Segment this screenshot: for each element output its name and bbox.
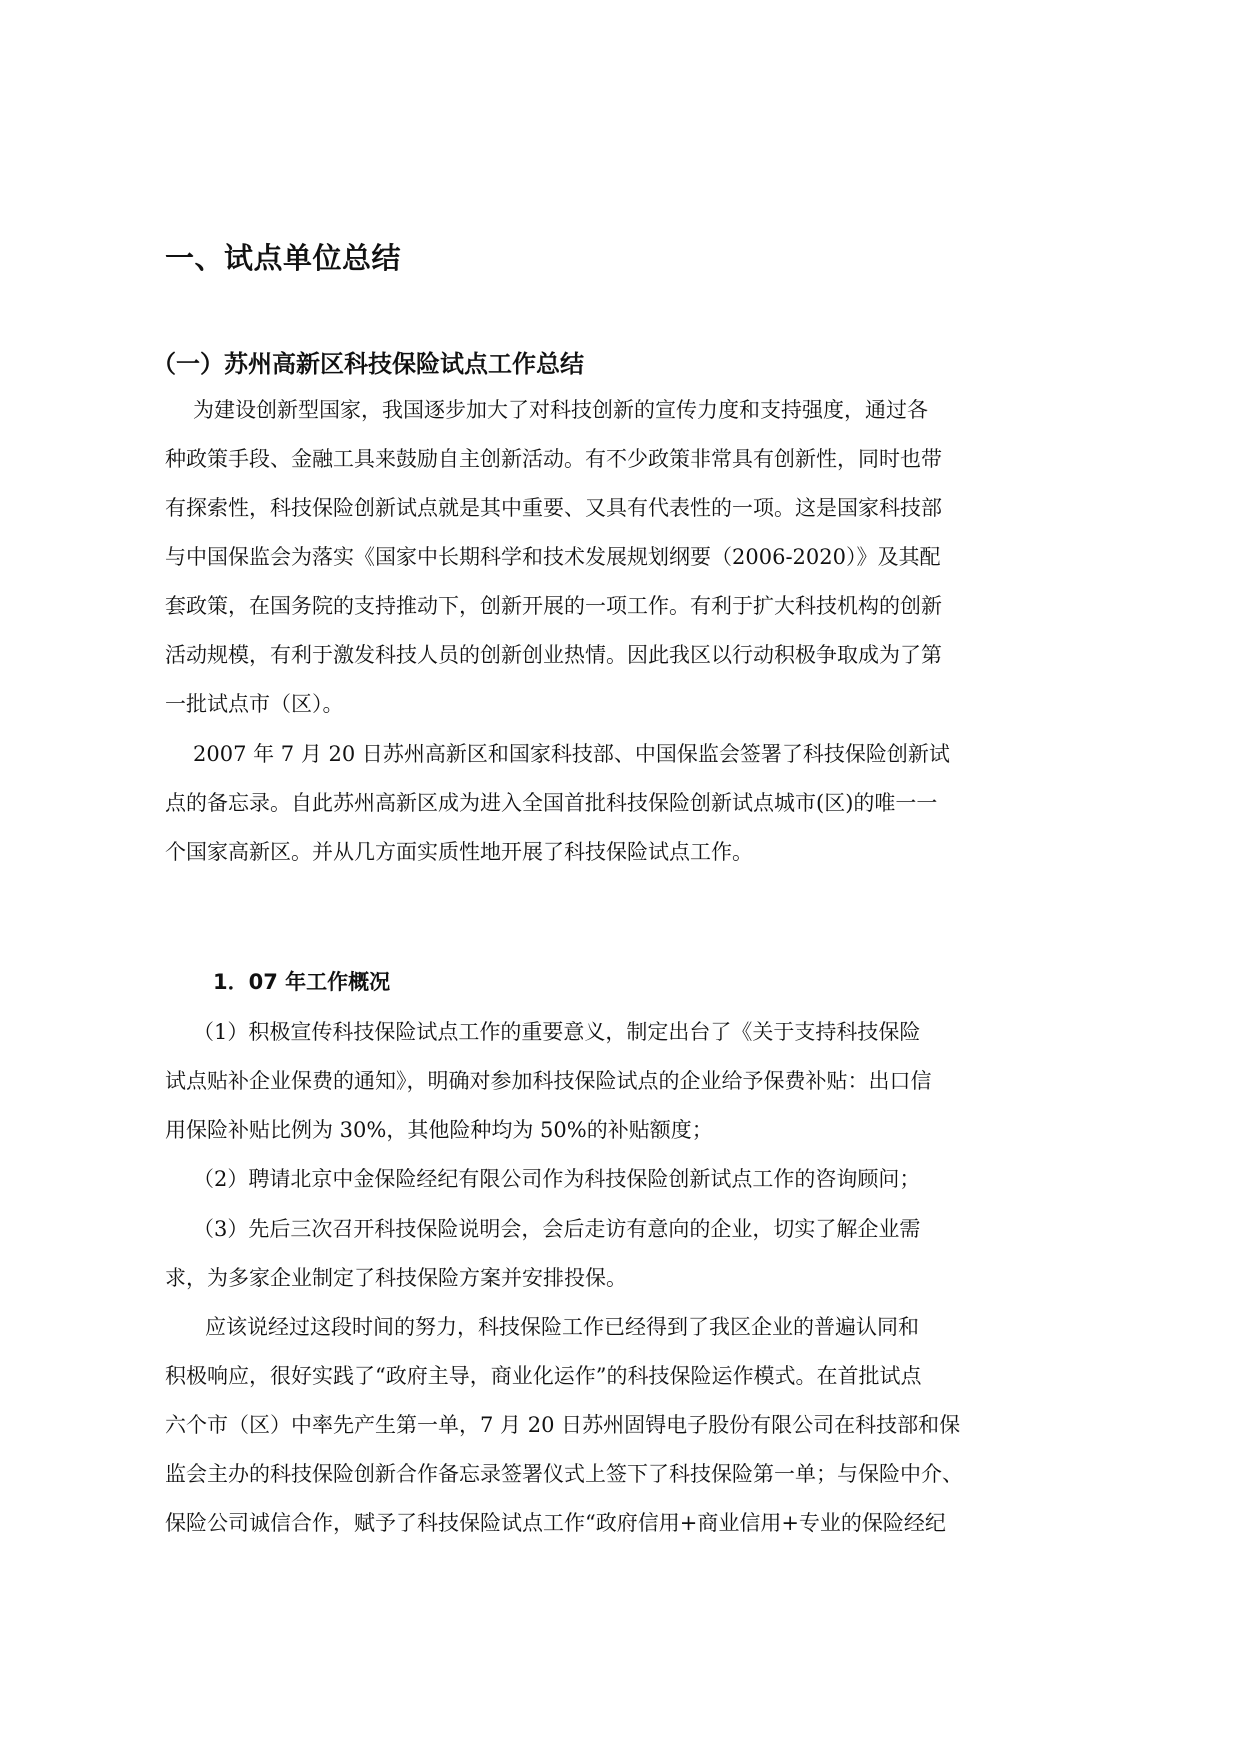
paragraph-line: 2007 年 7 月 20 日苏州高新区和国家科技部、中国保监会签署了科技保险创新试: [193, 742, 950, 766]
list-item-line: （2）聘请北京中金保险经纪有限公司作为科技保险创新试点工作的咨询顾问；: [193, 1167, 921, 1191]
paragraph-line: 保险公司诚信合作，赋予了科技保险试点工作“政府信用+商业信用+专业的保险经纪: [165, 1511, 946, 1535]
paragraph-line: 点的备忘录。自此苏州高新区成为进入全国首批科技保险创新试点城市(区)的唯一一: [165, 791, 938, 815]
paragraph-line: 套政策，在国务院的支持推动下，创新开展的一项工作。有利于扩大科技机构的创新: [165, 594, 942, 618]
paragraph-line: 一批试点市（区）。: [165, 692, 344, 716]
paragraph-line: 与中国保监会为落实《国家中长期科学和技术发展规划纲要（2006-2020）》及其配: [165, 545, 941, 569]
paragraph-line: 个国家高新区。并从几方面实质性地开展了科技保险试点工作。: [165, 840, 753, 864]
paragraph-line: 活动规模，有利于激发科技人员的创新创业热情。因此我区以行动积极争取成为了第: [165, 643, 942, 667]
paragraph-line: 应该说经过这段时间的努力，科技保险工作已经得到了我区企业的普遍认同和: [205, 1315, 919, 1339]
item-heading: 1．07 年工作概况: [213, 970, 391, 994]
list-item-line: 试点贴补企业保费的通知》，明确对参加科技保险试点的企业给予保费补贴：出口信: [165, 1069, 932, 1093]
paragraph-line: 积极响应，很好实践了“政府主导，商业化运作”的科技保险运作模式。在首批试点: [165, 1364, 922, 1388]
list-item-line: （1）积极宣传科技保险试点工作的重要意义，制定出台了《关于支持科技保险: [193, 1020, 921, 1044]
list-item-line: 求，为多家企业制定了科技保险方案并安排投保。: [165, 1266, 627, 1290]
paragraph-line: 有探索性，科技保险创新试点就是其中重要、又具有代表性的一项。这是国家科技部: [165, 496, 942, 520]
paragraph-line: 监会主办的科技保险创新合作备忘录签署仪式上签下了科技保险第一单；与保险中介、: [165, 1462, 963, 1486]
paragraph-line: 六个市（区）中率先产生第一单，7 月 20 日苏州固锝电子股份有限公司在科技部和保: [165, 1413, 961, 1437]
paragraph-line: 种政策手段、金融工具来鼓励自主创新活动。有不少政策非常具有创新性，同时也带: [165, 447, 942, 471]
subsection-heading: （一）苏州高新区科技保险试点工作总结: [152, 350, 584, 378]
section-heading: 一、试点单位总结: [165, 241, 402, 275]
list-item-line: （3）先后三次召开科技保险说明会，会后走访有意向的企业，切实了解企业需: [193, 1217, 921, 1241]
list-item-line: 用保险补贴比例为 30%，其他险种均为 50%的补贴额度；: [165, 1118, 713, 1142]
paragraph-line: 为建设创新型国家，我国逐步加大了对科技创新的宣传力度和支持强度，通过各: [193, 398, 928, 422]
